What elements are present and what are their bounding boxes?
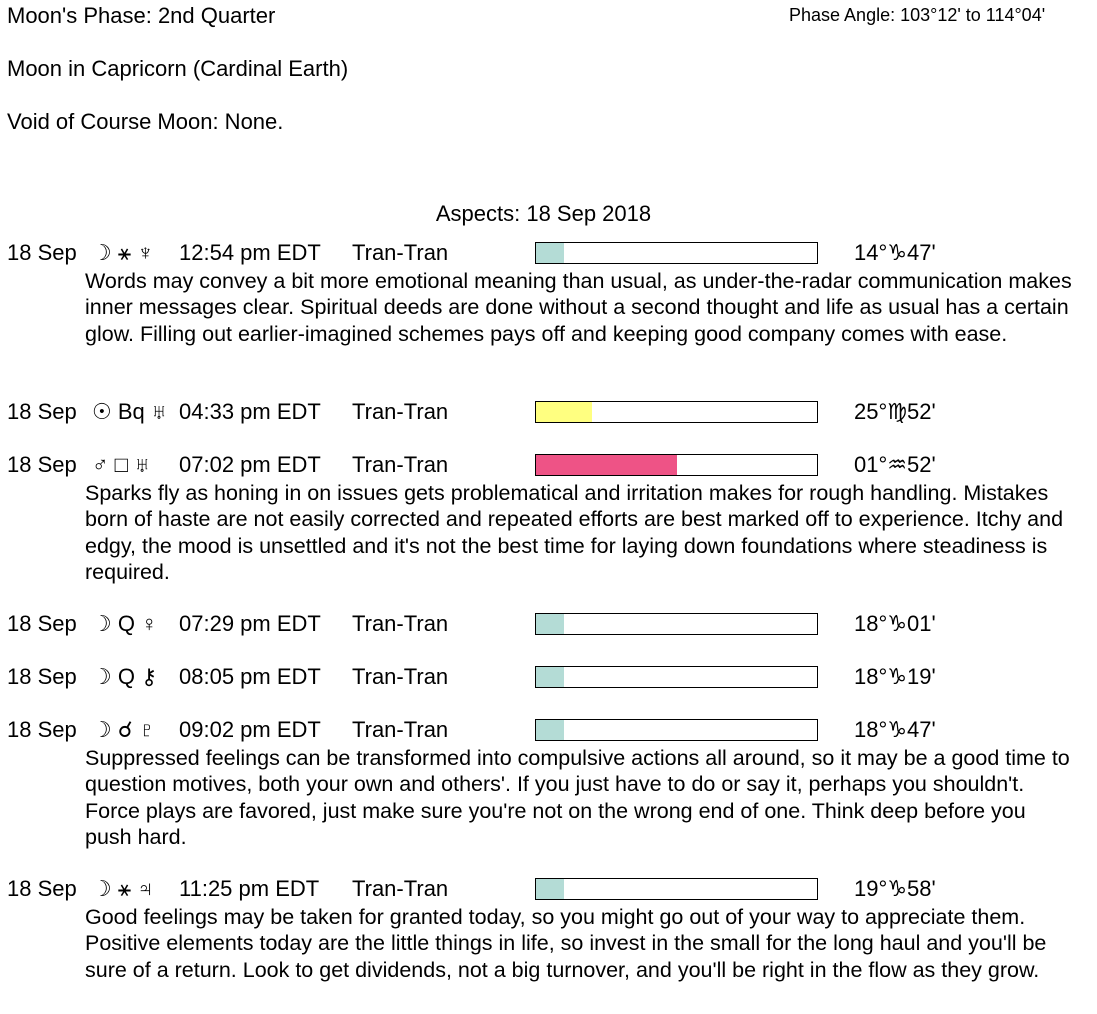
aspect-description: Suppressed feelings can be transformed into compulsive actions all around, so it may be a good time to question motives, both your own and others'. If you just have to do or say it, perhaps you shouldn't. Force plays are favored, just make sure you're not on the wrong end of one. Think deep before you push hard. bbox=[85, 746, 1070, 849]
aspect-date: 18 Sep bbox=[7, 240, 77, 265]
aspect-type: Tran-Tran bbox=[352, 399, 449, 424]
strength-bar-fill bbox=[536, 720, 564, 740]
aspect-position: 18°♑01' bbox=[854, 611, 936, 636]
aspects-title: Aspects: 18 Sep 2018 bbox=[435, 201, 652, 226]
aspect-time: 08:05 pm EDT bbox=[179, 664, 321, 689]
aspect-type: Tran-Tran bbox=[352, 876, 449, 901]
strength-bar bbox=[535, 613, 818, 635]
aspect-time: 07:02 pm EDT bbox=[179, 452, 321, 477]
aspect-type: Tran-Tran bbox=[352, 717, 449, 742]
aspect-glyphs: ☉ Bq ♅ bbox=[92, 399, 168, 424]
strength-bar bbox=[535, 242, 818, 264]
aspect-description: Sparks fly as honing in on issues gets problematical and irritation makes for rough handling. Mistakes born of haste are not easily corrected and repeated efforts are best marked off to experience. Itchy and edgy, the mood is unsettled and it's not the best time for laying down foundations where steadiness is required. bbox=[85, 481, 1064, 584]
aspect-type: Tran-Tran bbox=[352, 240, 449, 265]
aspect-glyphs: ♂ □ ♅ bbox=[92, 452, 151, 477]
aspect-date: 18 Sep bbox=[7, 399, 77, 424]
aspect-glyphs: ☽ ⚹ ♃ bbox=[92, 876, 154, 901]
aspect-glyphs: ☽ Q ⚷ bbox=[92, 664, 158, 689]
strength-bar bbox=[535, 666, 818, 688]
aspect-position: 18°♑19' bbox=[854, 664, 936, 689]
void-of-course: Void of Course Moon: None. bbox=[7, 109, 284, 134]
aspect-type: Tran-Tran bbox=[352, 611, 449, 636]
aspect-time: 12:54 pm EDT bbox=[179, 240, 321, 265]
aspect-glyphs: ☽ ⚹ ♆ bbox=[92, 240, 154, 265]
strength-bar-fill bbox=[536, 243, 564, 263]
aspect-time: 11:25 pm EDT bbox=[179, 876, 320, 901]
strength-bar-fill bbox=[536, 402, 592, 422]
aspect-date: 18 Sep bbox=[7, 664, 77, 689]
strength-bar bbox=[535, 454, 818, 476]
aspect-glyphs: ☽ Q ♀ bbox=[92, 611, 158, 636]
aspect-time: 07:29 pm EDT bbox=[179, 611, 321, 636]
strength-bar-fill bbox=[536, 879, 564, 899]
aspect-position: 18°♑47' bbox=[854, 717, 936, 742]
strength-bar-fill bbox=[536, 667, 564, 687]
strength-bar-fill bbox=[536, 614, 564, 634]
aspect-position: 25°♍52' bbox=[854, 399, 936, 424]
aspect-position: 14°♑47' bbox=[854, 240, 936, 265]
aspect-type: Tran-Tran bbox=[352, 664, 449, 689]
aspect-glyphs: ☽ ☌ ♇ bbox=[92, 717, 156, 742]
strength-bar bbox=[535, 878, 818, 900]
aspect-position: 19°♑58' bbox=[854, 876, 936, 901]
aspect-time: 09:02 pm EDT bbox=[179, 717, 321, 742]
strength-bar-fill bbox=[536, 455, 677, 475]
aspect-type: Tran-Tran bbox=[352, 452, 449, 477]
moon-phase: Moon's Phase: 2nd Quarter bbox=[7, 3, 276, 28]
aspect-description: Good feelings may be taken for granted today, so you might go out of your way to appreciate them. Positive elements today are the little things in life, so invest in the small for the long haul and you'll be sure of a return. Look to get dividends, not a big turnover, and you'll be right in the flow as they grow. bbox=[85, 905, 1047, 982]
aspect-date: 18 Sep bbox=[7, 876, 77, 901]
aspect-date: 18 Sep bbox=[7, 452, 77, 477]
aspect-date: 18 Sep bbox=[7, 717, 77, 742]
moon-sign: Moon in Capricorn (Cardinal Earth) bbox=[7, 56, 349, 81]
aspect-date: 18 Sep bbox=[7, 611, 77, 636]
aspect-position: 01°♒52' bbox=[854, 452, 936, 477]
aspect-description: Words may convey a bit more emotional meaning than usual, as under-the-radar communication makes inner messages clear. Spiritual deeds are done without a second thought and life as usual has a certain glow. Filling out earlier-imagined schemes pays off and keeping good company comes with ease. bbox=[85, 269, 1072, 346]
strength-bar bbox=[535, 719, 818, 741]
strength-bar bbox=[535, 401, 818, 423]
phase-angle: Phase Angle: 103°12' to 114°04' bbox=[789, 5, 1046, 25]
aspect-time: 04:33 pm EDT bbox=[179, 399, 321, 424]
